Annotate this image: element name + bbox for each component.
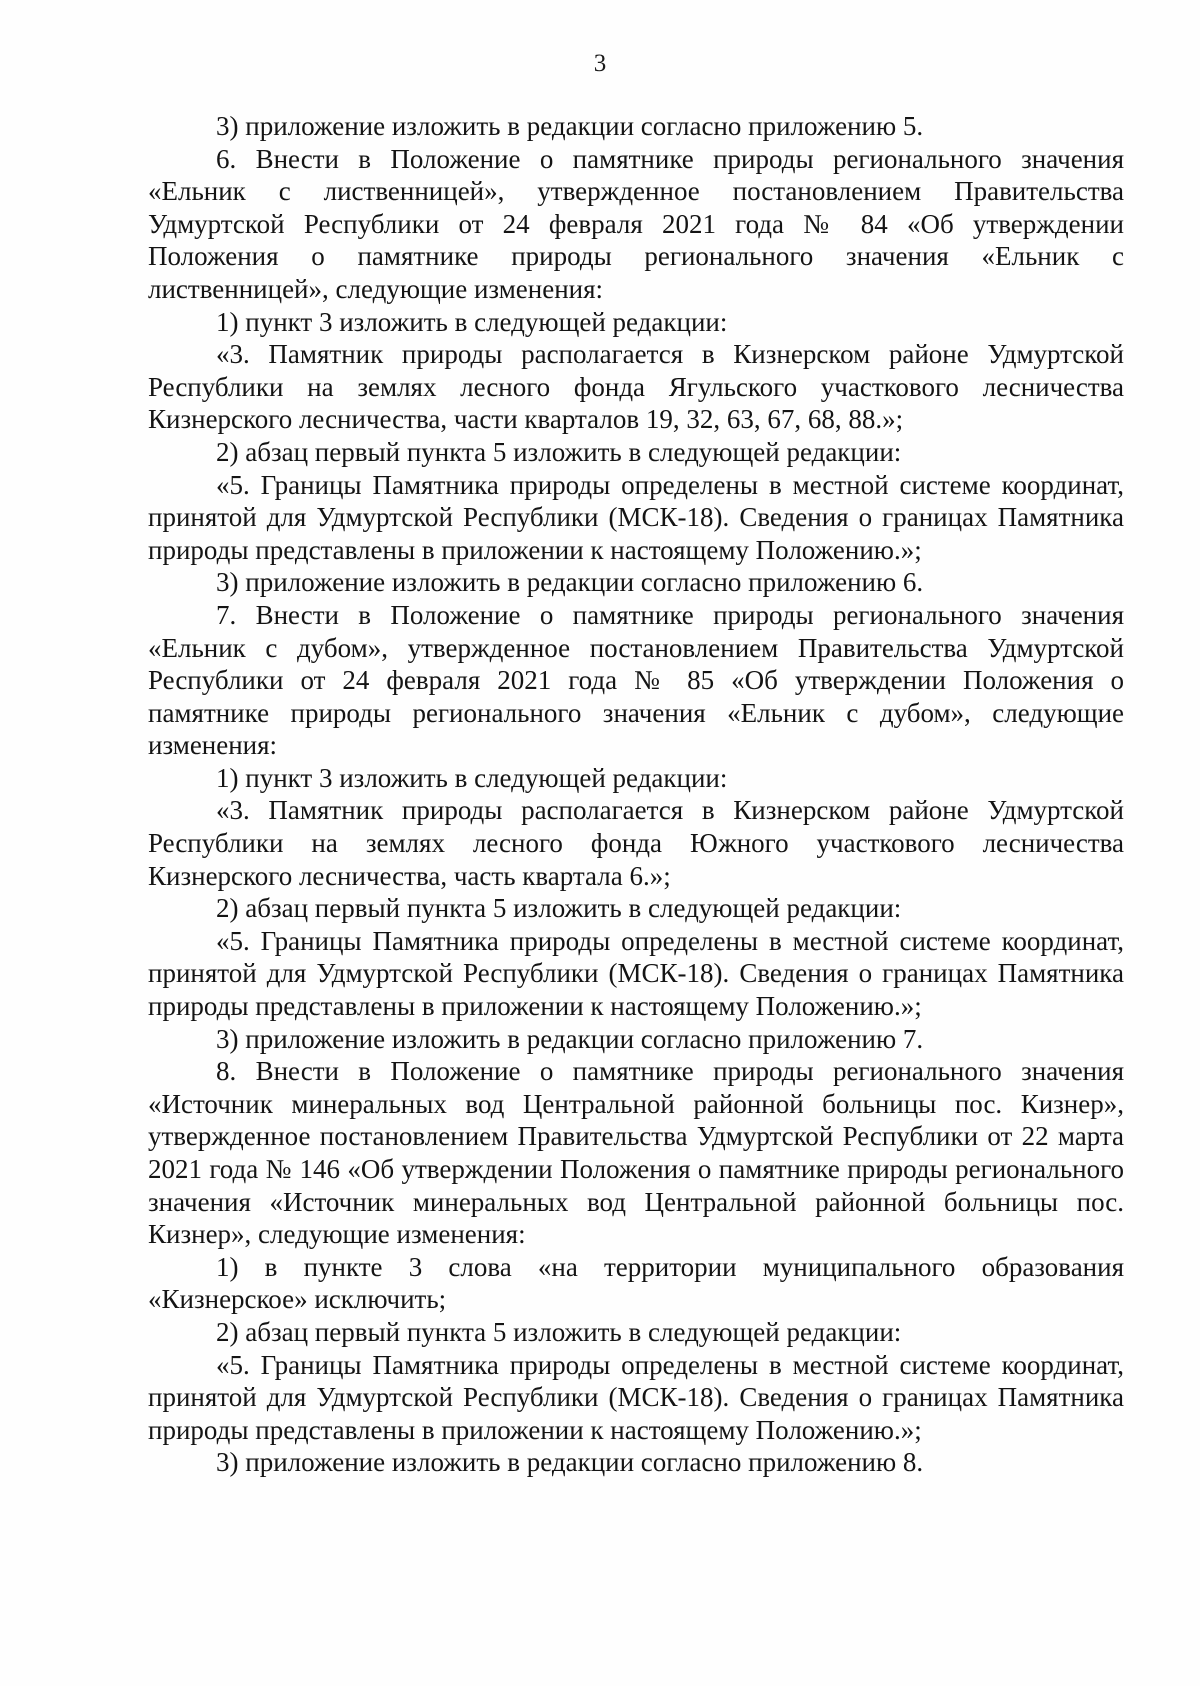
page-number: 3 (593, 50, 607, 77)
paragraph: «3. Памятник природы располагается в Кизнерском районе Удмуртской Республики на землях лесного фонда Южного участкового лесничества Кизнерского лесничества, часть квартала 6.»; (148, 795, 1124, 891)
paragraph: 1) в пункте 3 слова «на территории муниципального образования «Кизнерское» исключить; (148, 1251, 1124, 1315)
paragraph: 2) абзац первый пункта 5 изложить в следующей редакции: (216, 436, 902, 467)
document-body (148, 110, 1124, 1479)
paragraph: 2) абзац первый пункта 5 изложить в следующей редакции: (216, 1316, 902, 1347)
paragraph: 3) приложение изложить в редакции согласно приложению 7. (216, 1023, 924, 1054)
paragraph: 8. Внести в Положение о памятнике природы регионального значения «Источник минеральных вод Центральной районной больницы пос. Кизнер», утвержденное постановлением Правительства Удмуртской Республики от 22 марта 2021 года № 146 «Об утверждении Положения о памятнике природы регионального значения «Источник минеральных вод Центральной районной больницы пос. Кизнер», следующие изменения: (148, 1056, 1124, 1250)
paragraph: 3) приложение изложить в редакции согласно приложению 5. (216, 111, 924, 141)
paragraph: «5. Границы Памятника природы определены в местной системе координат, принятой для Удмуртской Республики (МСК-18). Сведения о границах Памятника природы представлены в приложении к настоящему Положению.»; (148, 925, 1124, 1022)
paragraph: 7. Внести в Положение о памятнике природы регионального значения «Ельник с дубом», утвержденное постановлением Правительства Удмуртской Республики от 24 февраля 2021 года № 85 «Об утверждении Положения о памятнике природы регионального значения «Ельник с дубом», следующие изменения: (148, 599, 1124, 761)
paragraph: 2) абзац первый пункта 5 изложить в следующей редакции: (216, 893, 902, 924)
paragraph: 6. Внести в Положение о памятнике природы регионального значения «Ельник с лиственницей», утвержденное постановлением Правительства Удмуртской Республики от 24 февраля 2021 года № 84 «Об утверждении Положения о памятнике природы регионального значения «Ельник с лиственницей», следующие изменения: (148, 143, 1124, 304)
paragraph: «5. Границы Памятника природы определены в местной системе координат, принятой для Удмуртской Республики (МСК-18). Сведения о границах Памятника природы представлены в приложении к настоящему Положению.»; (148, 469, 1124, 565)
paragraph: 3) приложение изложить в редакции согласно приложению 8. (216, 1447, 924, 1478)
paragraph: 3) приложение изложить в редакции согласно приложению 6. (216, 567, 924, 598)
paragraph: 1) пункт 3 изложить в следующей редакции: (216, 762, 728, 793)
paragraph: 1) пункт 3 изложить в следующей редакции: (216, 306, 728, 337)
paragraph: «3. Памятник природы располагается в Кизнерском районе Удмуртской Республики на землях лесного фонда Ягульского участкового лесничества Кизнерского лесничества, части кварталов 19, 32, 63, 67, 68, 88.»; (148, 339, 1124, 435)
paragraph: «5. Границы Памятника природы определены в местной системе координат, принятой для Удмуртской Республики (МСК-18). Сведения о границах Памятника природы представлены в приложении к настоящему Положению.»; (148, 1349, 1124, 1445)
